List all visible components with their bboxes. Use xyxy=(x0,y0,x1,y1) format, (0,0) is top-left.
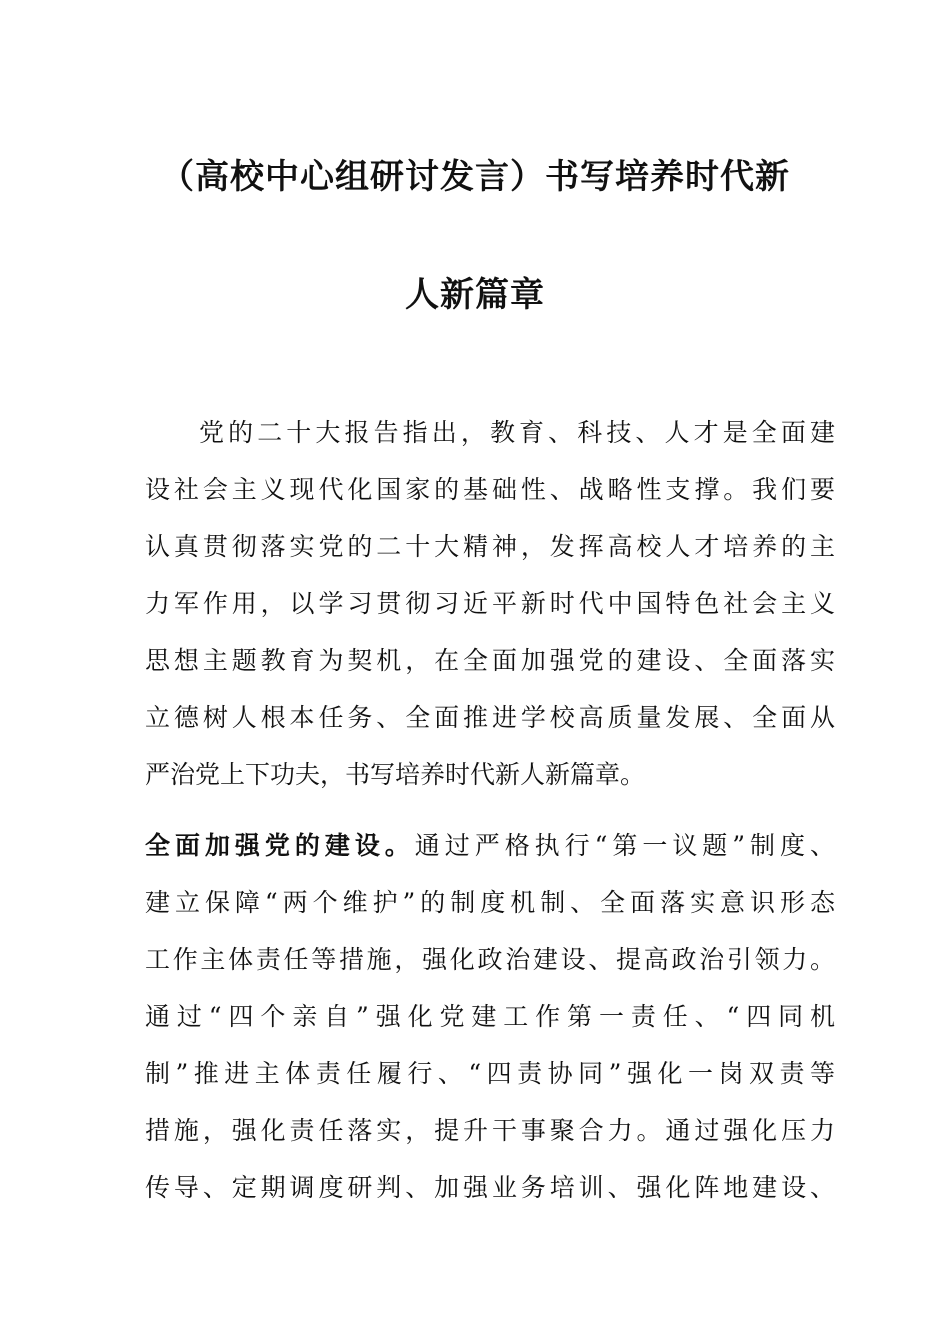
paragraph-1-line: 党的二十大报告指出，教育、科技、人才是全面建 xyxy=(199,418,835,447)
paragraph-2-first-line-text: 通过严格执行“第一议题”制度、 xyxy=(414,831,835,860)
paragraph-1-line: 思想主题教育为契机，在全面加强党的建设、全面落实 xyxy=(145,646,835,675)
document-title-line-2: 人新篇章 xyxy=(405,275,545,315)
paragraph-1-line: 认真贯彻落实党的二十大精神，发挥高校人才培养的主 xyxy=(145,532,835,561)
paragraph-2-line: 建立保障“两个维护”的制度机制、全面落实意识形态 xyxy=(145,888,835,917)
paragraph-2-line: 工作主体责任等措施，强化政治建设、提高政治引领力。 xyxy=(145,945,835,974)
paragraph-2-line: 传导、定期调度研判、加强业务培训、强化阵地建设、 xyxy=(145,1173,835,1202)
paragraph-1-line: 立德树人根本任务、全面推进学校高质量发展、全面从 xyxy=(145,703,835,732)
paragraph-2-line: 制”推进主体责任履行、“四责协同”强化一岗双责等 xyxy=(145,1059,835,1088)
paragraph-2-heading: 全面加强党的建设。 xyxy=(145,831,415,860)
document-title-line-1: （高校中心组研讨发言）书写培养时代新 xyxy=(160,157,790,197)
paragraph-1-line: 力军作用，以学习贯彻习近平新时代中国特色社会主义 xyxy=(145,589,835,618)
paragraph-2-line: 措施，强化责任落实，提升干事聚合力。通过强化压力 xyxy=(145,1116,835,1145)
paragraph-1-line: 设社会主义现代化国家的基础性、战略性支撑。我们要 xyxy=(145,475,835,504)
paragraph-1-line: 严治党上下功夫，书写培养时代新人新篇章。 xyxy=(145,760,646,789)
paragraph-2-first-line xyxy=(145,828,835,864)
paragraph-2-line: 通过“四个亲自”强化党建工作第一责任、“四同机 xyxy=(145,1002,835,1031)
